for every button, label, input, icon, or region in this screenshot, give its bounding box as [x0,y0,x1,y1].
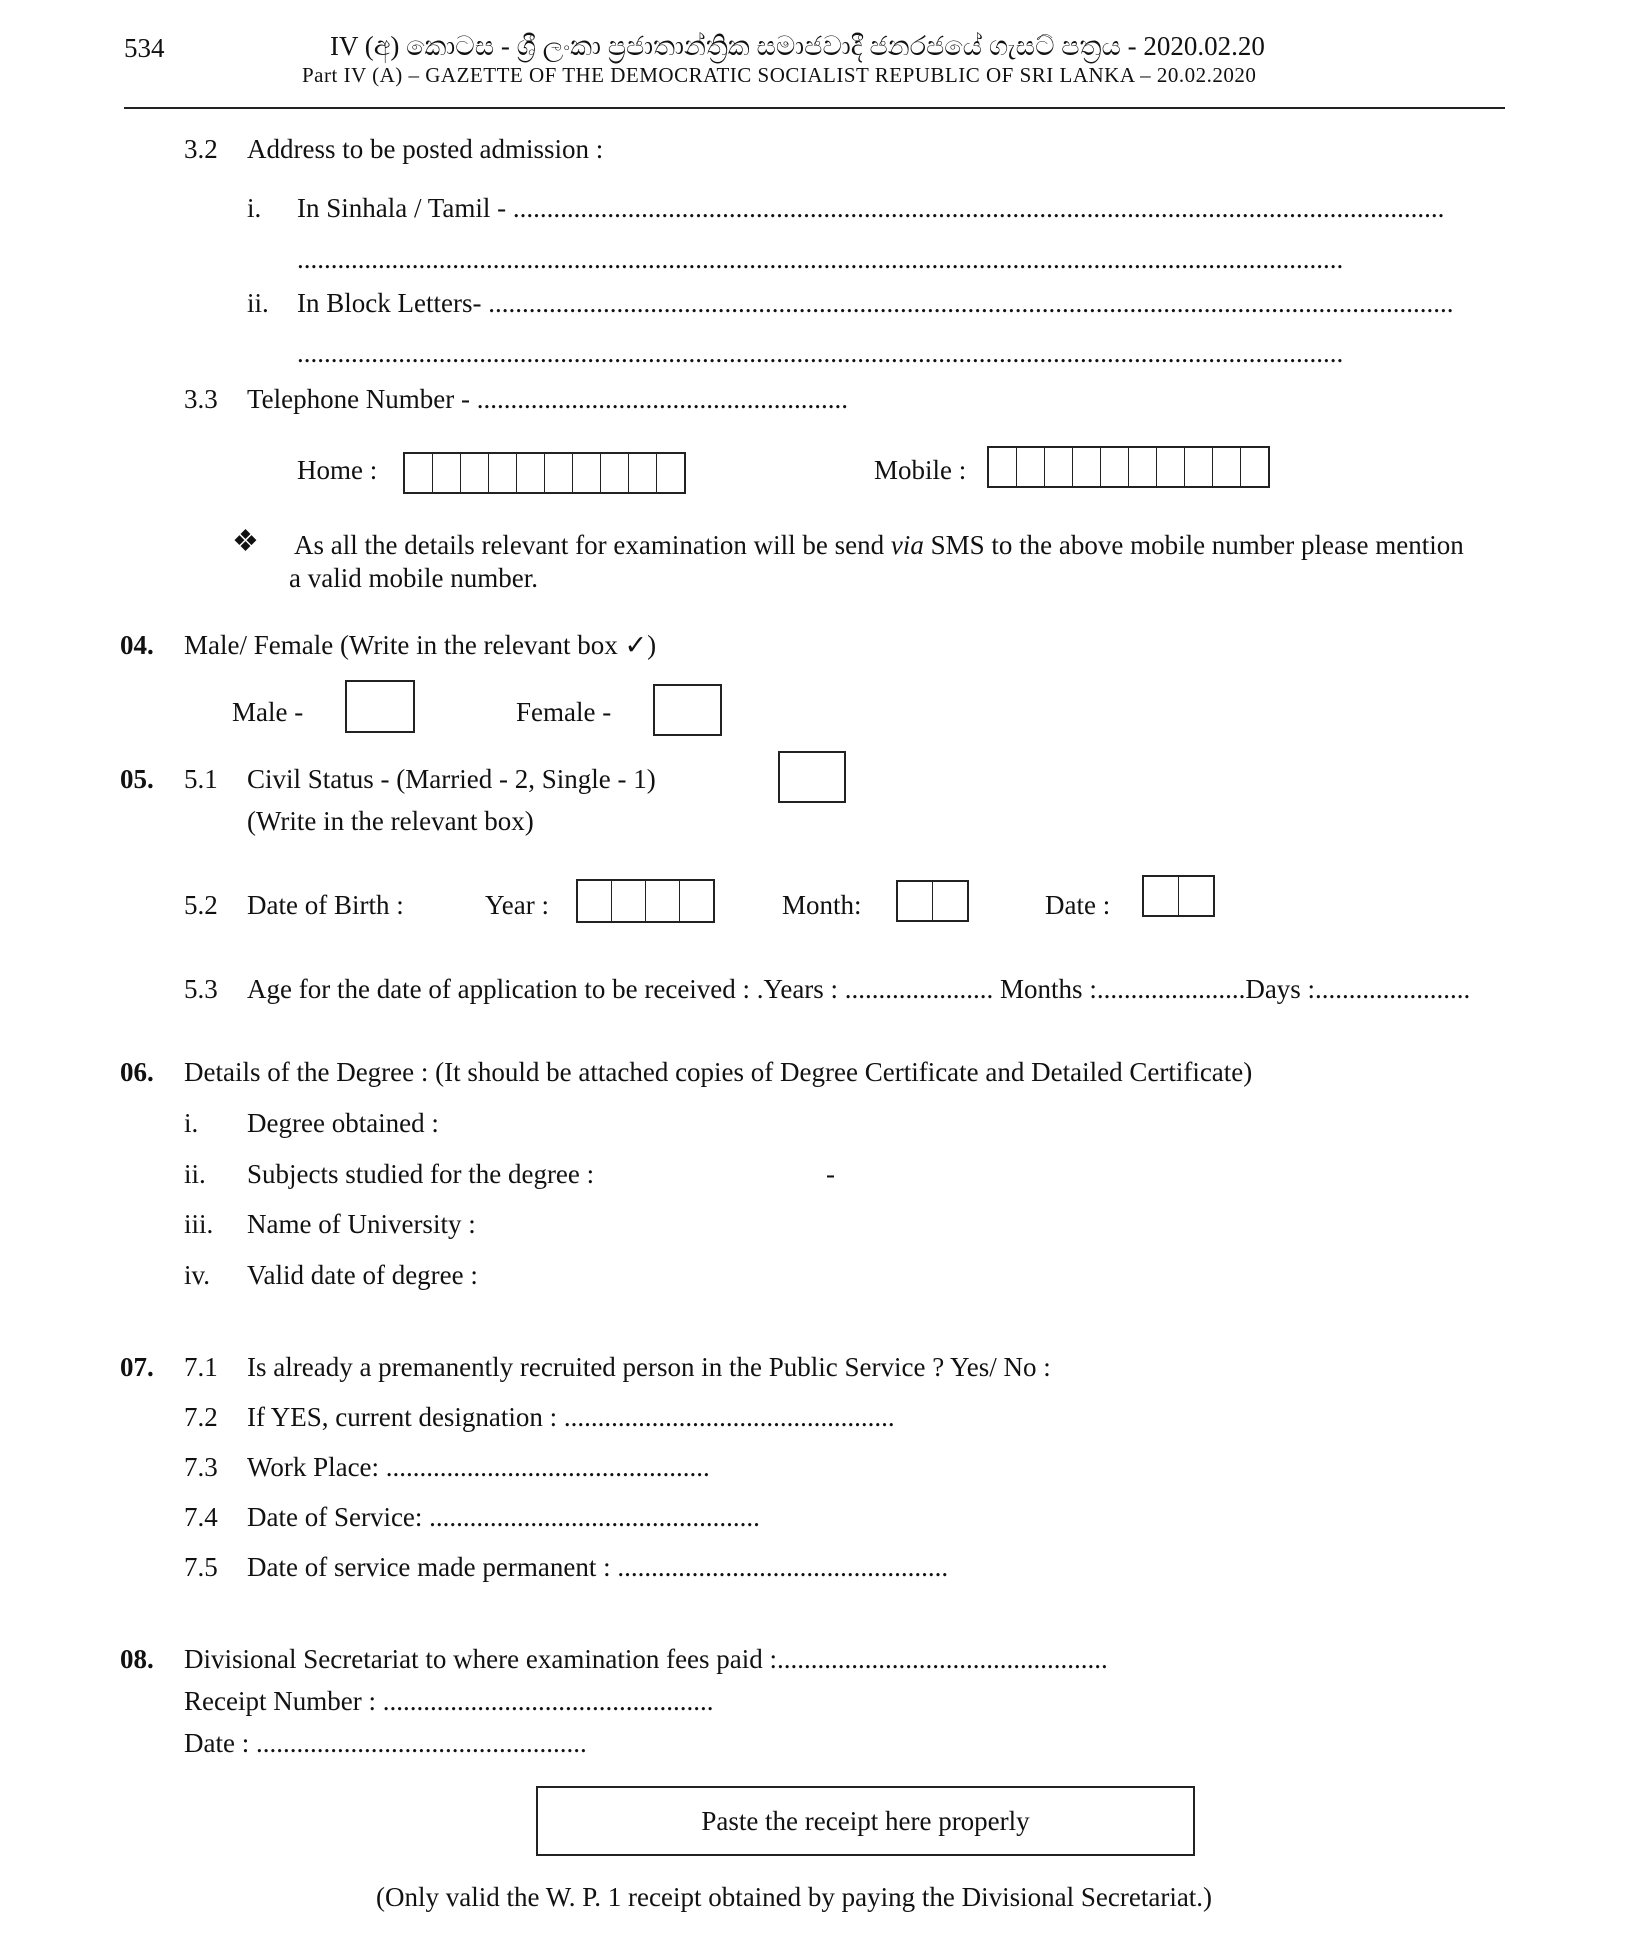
date-boxes[interactable] [1142,875,1215,917]
month-label: Month: [782,890,862,920]
item-number: 3.2 [184,134,218,164]
civil-status-box[interactable] [778,751,846,803]
female-checkbox[interactable] [653,684,722,736]
public-service-question: Is already a premanently recruited person in the Public Service ? Yes/ No : [247,1352,1051,1382]
section-number: 08. [120,1644,154,1674]
year-label: Year : [485,890,550,920]
gender-label: Male/ Female (Write in the relevant box ✓) [184,630,657,660]
address-sinhala-tamil-field: In Sinhala / Tamil - .......................................................................................................................................... [297,193,1445,223]
sms-note-text: SMS to the above mobile number please mention [923,530,1464,560]
item-number: 7.1 [184,1352,218,1382]
degree-obtained-label: Degree obtained : [247,1108,439,1138]
month-boxes[interactable] [896,880,969,922]
mobile-label: Mobile : [874,455,967,485]
diamond-bullet-icon: ❖ [232,525,259,558]
designation-field: If YES, current designation : ................................................. [247,1402,895,1432]
address-block-letters-field: In Block Letters- ............................................................................................................................................... [297,288,1454,318]
dob-label: Date of Birth : [247,890,404,920]
section-number: 05. [120,764,154,794]
subjects-dash: - [826,1159,835,1189]
item-number: i. [184,1108,199,1138]
receipt-paste-label: Paste the receipt here properly [701,1805,1030,1836]
service-date-field: Date of Service: ................................................. [247,1502,760,1532]
address-label: Address to be posted admission : [247,134,604,164]
home-phone-boxes[interactable] [403,452,686,494]
civil-status-note: (Write in the relevant box) [247,806,534,836]
year-boxes[interactable] [576,879,715,923]
item-number: 7.3 [184,1452,218,1482]
page-number: 534 [124,33,165,63]
section-number: 06. [120,1057,154,1087]
subjects-label: Subjects studied for the degree : [247,1159,595,1189]
payment-date-field: Date : ................................................. [184,1728,587,1758]
item-number: 5.3 [184,974,218,1004]
mobile-phone-boxes[interactable] [987,446,1270,488]
age-field: Age for the date of application to be received : .Years : ...................... Months :......................Days :....................... [247,974,1471,1004]
receipt-number-field: Receipt Number : ................................................. [184,1686,714,1716]
female-label: Female - [516,697,612,727]
home-label: Home : [297,455,378,485]
item-number: 7.2 [184,1402,218,1432]
section-number: 04. [120,630,154,660]
item-number: 5.2 [184,890,218,920]
sms-note-italic: via [890,530,924,560]
civil-status-label: Civil Status - (Married - 2, Single - 1) [247,764,656,794]
receipt-paste-box [536,1786,1195,1856]
male-label: Male - [232,697,304,727]
divisional-secretariat-field: Divisional Secretariat to where examination fees paid :................................................. [184,1644,1108,1674]
header-sinhala: IV (අ) කොටස - ශ්‍රී ලංකා ප්‍රජාතාන්ත්‍රික සමාජවාදී ජනරජයේ ගැසට් පත්‍රය - 2020.02.20 [330,31,1265,61]
header-rule [124,107,1505,109]
header-english: Part IV (A) – GAZETTE OF THE DEMOCRATIC SOCIALIST REPUBLIC OF SRI LANKA – 20.02.2020 [302,63,1257,87]
degree-details-label: Details of the Degree : (It should be attached copies of Degree Certificate and Detailed Certificate) [184,1057,1253,1087]
degree-date-label: Valid date of degree : [247,1260,478,1290]
item-number: ii. [184,1159,206,1189]
telephone-label: Telephone Number - ....................................................... [247,384,849,414]
date-label: Date : [1045,890,1111,920]
item-number: 3.3 [184,384,218,414]
work-place-field: Work Place: ................................................ [247,1452,710,1482]
address-continuation-line: ........................................................................................................................................................... [297,338,1344,368]
university-label: Name of University : [247,1209,476,1239]
item-number: iii. [184,1209,214,1239]
item-number: ii. [247,288,269,318]
permanent-date-field: Date of service made permanent : ................................................. [247,1552,949,1582]
address-continuation-line: ........................................................................................................................................................... [297,244,1344,274]
item-number: 7.5 [184,1552,218,1582]
receipt-footnote: (Only valid the W. P. 1 receipt obtained by paying the Divisional Secretariat.) [376,1882,1213,1912]
male-checkbox[interactable] [345,680,415,733]
item-number: 5.1 [184,764,218,794]
section-number: 07. [120,1352,154,1382]
sms-note-continued: a valid mobile number. [289,563,538,593]
sms-note-text: As all the details relevant for examination will be send [294,530,891,560]
item-number: i. [247,193,262,223]
item-number: iv. [184,1260,210,1290]
sms-note [294,529,1464,561]
item-number: 7.4 [184,1502,218,1532]
